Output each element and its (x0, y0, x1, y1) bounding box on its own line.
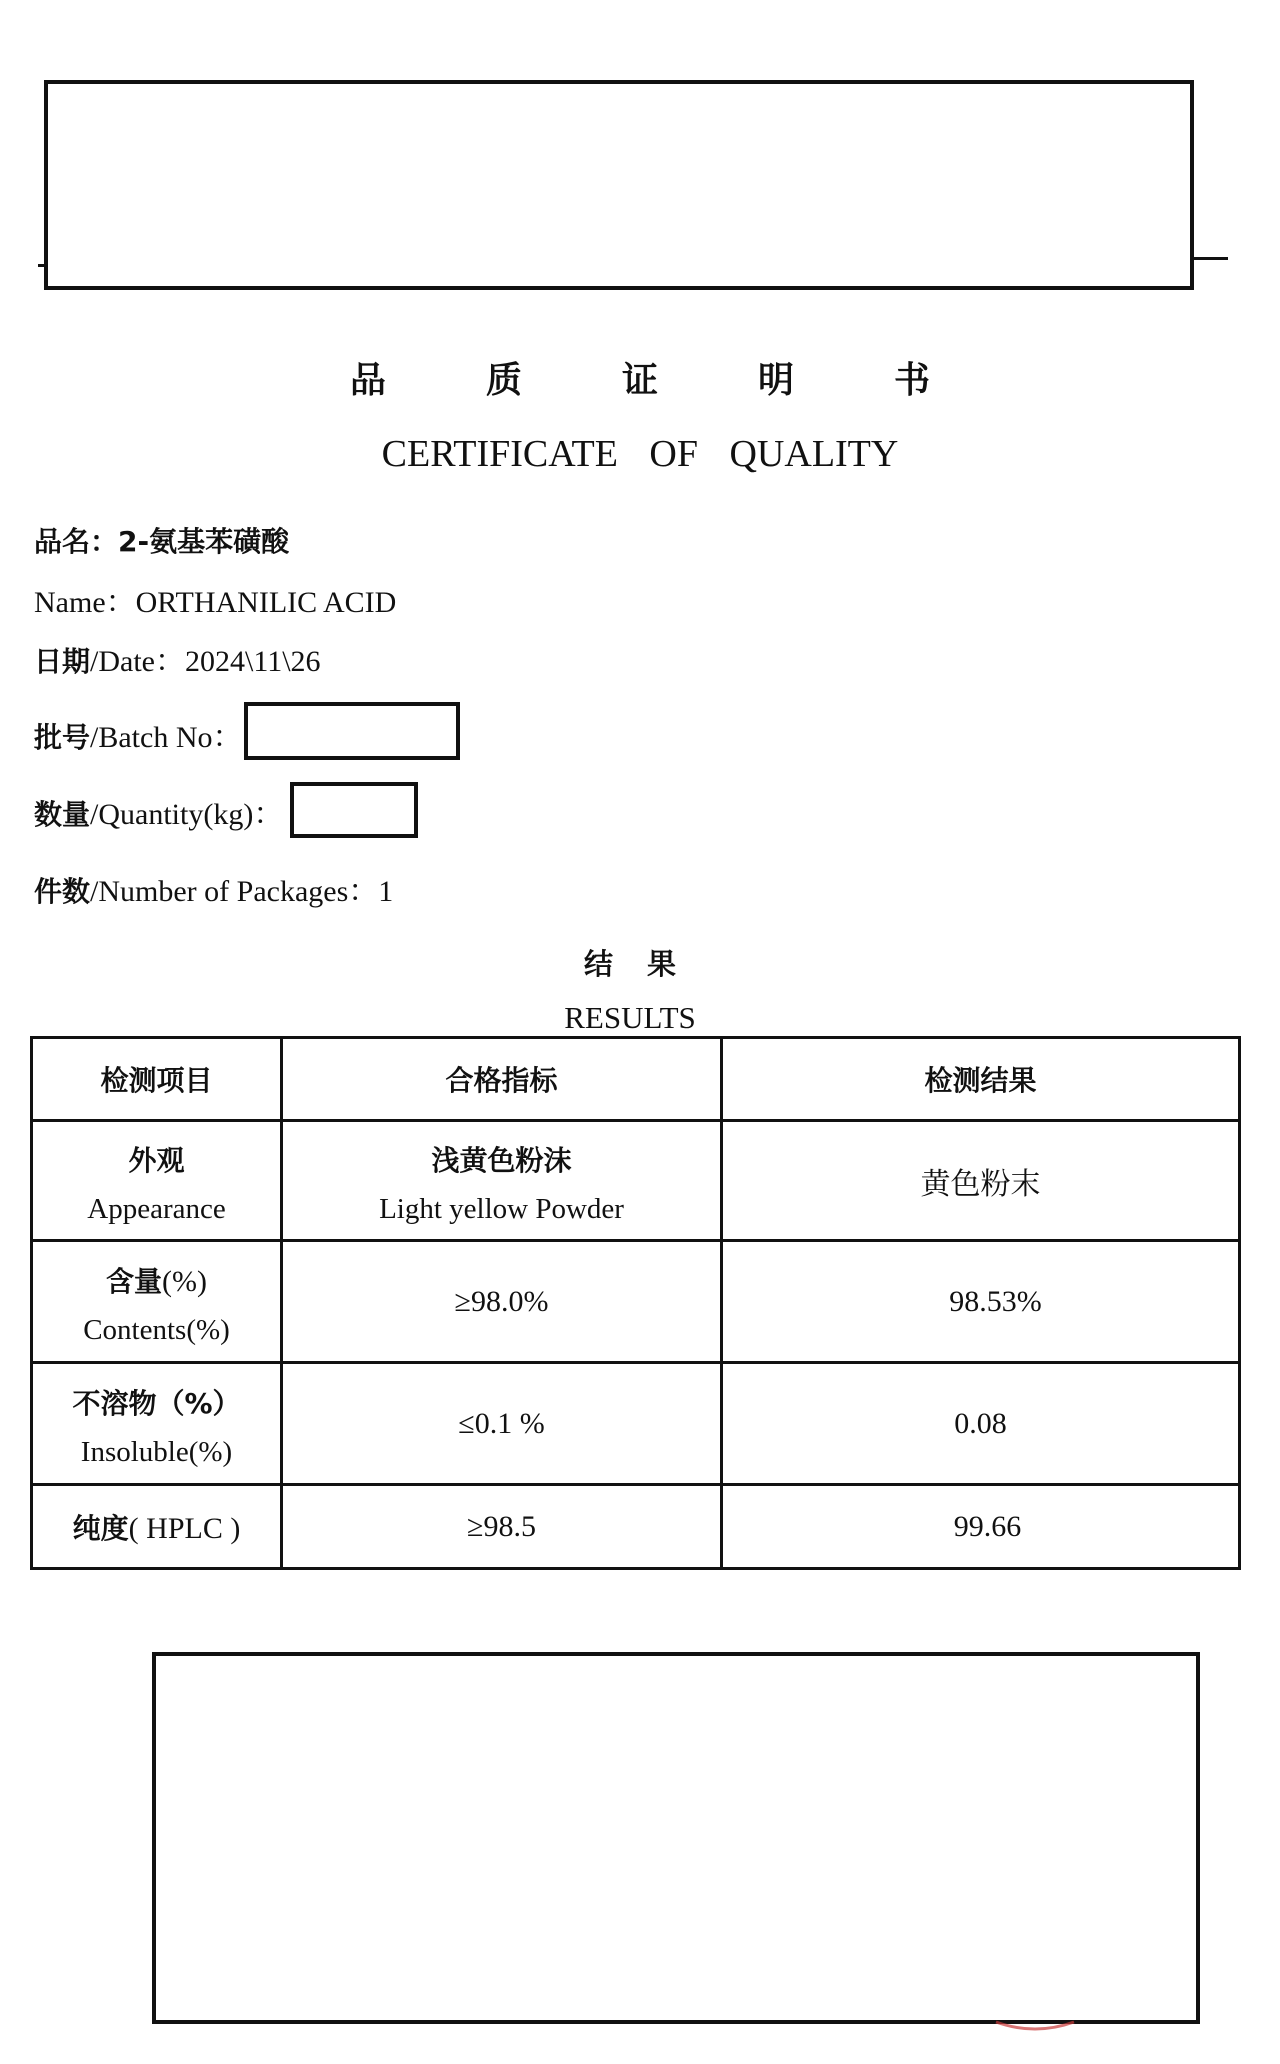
stamp-edge (990, 2010, 1080, 2040)
packages-label-cn: 件数 (34, 875, 91, 908)
product-name-cn-value: 2-氨基苯磺酸 (118, 525, 290, 558)
title-char: 质 (485, 360, 522, 401)
title-char: 证 (621, 360, 658, 401)
column-header: 合格指标 (282, 1038, 722, 1121)
item-cn: 外观 (128, 1143, 185, 1177)
batch-redaction-box (244, 702, 460, 760)
batch-row (34, 712, 243, 756)
table-header-row (32, 1038, 1240, 1121)
item-en: Contents(%) (83, 1313, 230, 1346)
date-label-en: /Date： (90, 645, 185, 678)
results-heading-cn: 结 果 (583, 947, 677, 981)
column-header: 检测项目 (32, 1038, 282, 1121)
packages-row (34, 866, 393, 910)
result-cell: 98.53% (722, 1241, 1240, 1363)
item-cell (32, 1485, 282, 1569)
header-stub-line-right (1190, 257, 1228, 260)
title-chinese (0, 352, 1280, 403)
item-cn: 含量 (106, 1264, 163, 1298)
item-cell (32, 1363, 282, 1485)
title-char: 品 (349, 360, 386, 401)
quantity-redaction-box (290, 782, 418, 838)
name-en-row (34, 577, 396, 621)
item-cell (32, 1241, 282, 1363)
item-en: Appearance (87, 1192, 226, 1225)
header-stub-line-left (38, 264, 48, 267)
title-char: 明 (758, 360, 795, 401)
packages-label-en: /Number of Packages： (90, 875, 379, 908)
date-row (34, 636, 321, 680)
results-table (30, 1036, 1241, 1570)
product-name-cn-label: 品名： (34, 525, 119, 558)
table-row (32, 1241, 1240, 1363)
item-cn: 纯度 (72, 1511, 129, 1545)
title-char: 书 (894, 360, 931, 401)
date-value: 2024\11\26 (184, 645, 321, 678)
item-en: Insoluble(%) (80, 1435, 233, 1468)
spec-cell: ≥98.0% (282, 1241, 722, 1363)
header-redaction-box (44, 80, 1194, 290)
date-label-cn: 日期 (34, 645, 91, 678)
product-name-cn-row (34, 520, 289, 560)
item-cn: 不溶物（%） (72, 1386, 241, 1420)
quantity-label-en: /Quantity(kg)： (90, 798, 284, 831)
spec-cell (282, 1121, 722, 1241)
table-row (32, 1121, 1240, 1241)
table-row (32, 1485, 1240, 1569)
item-cell (32, 1121, 282, 1241)
quantity-row (34, 789, 283, 833)
quantity-label-cn: 数量 (34, 798, 91, 831)
table-row (32, 1363, 1240, 1485)
footer-redaction-box (152, 1652, 1200, 2024)
result-cell: 99.66 (722, 1485, 1240, 1569)
name-en-label: Name： (34, 586, 136, 619)
title-english: CERTIFICATE OF QUALITY (381, 433, 899, 475)
result-cell: 0.08 (722, 1363, 1240, 1485)
spec-en: Light yellow Powder (379, 1192, 624, 1225)
spec-cell: ≤0.1 % (282, 1363, 722, 1485)
results-heading-en: RESULTS (564, 1000, 696, 1035)
result-cell: 黄色粉末 (722, 1121, 1240, 1241)
spec-cn: 浅黄色粉沫 (431, 1143, 572, 1177)
name-en-value: ORTHANILIC ACID (135, 586, 397, 619)
item-cn-suffix: (%) (162, 1264, 207, 1298)
item-en-suffix: ( HPLC ) (128, 1511, 241, 1545)
item-cn-line (33, 1254, 280, 1310)
spec-cell: ≥98.5 (282, 1485, 722, 1569)
batch-label-en: /Batch No： (90, 721, 243, 754)
batch-label-cn: 批号 (34, 721, 91, 754)
packages-value: 1 (378, 875, 394, 908)
column-header: 检测结果 (722, 1038, 1240, 1121)
